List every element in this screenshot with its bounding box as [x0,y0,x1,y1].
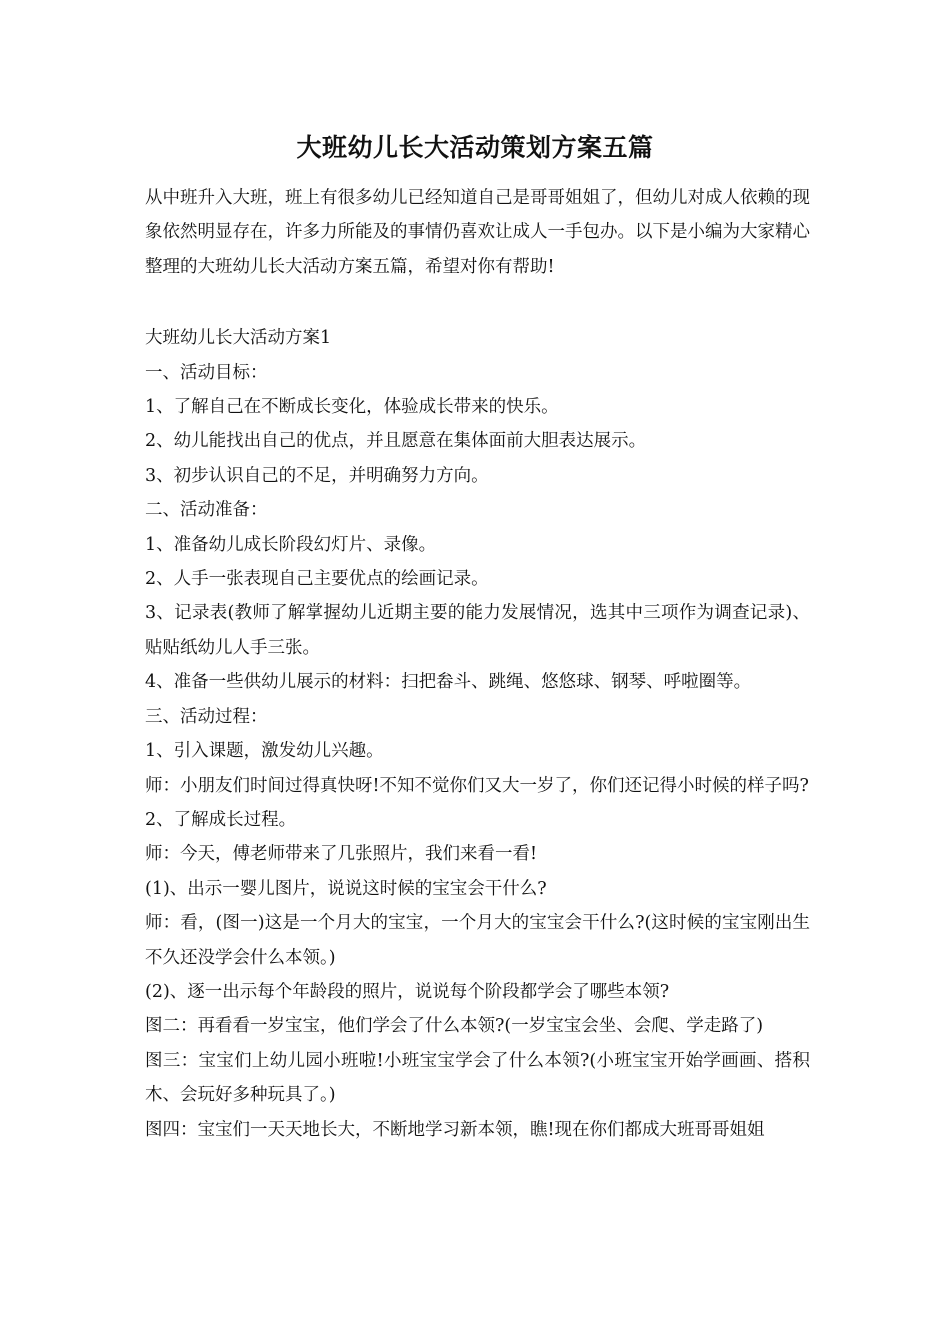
subsection-heading: 一、活动目标： [145,362,268,383]
paragraph: (2)、逐一出示每个年龄段的照片，说说每个阶段都学会了哪些本领? [145,981,670,1002]
paragraph: 图四：宝宝们一天天地长大，不断地学习新本领，瞧!现在你们都成大班哥哥姐姐 [145,1119,765,1140]
paragraph: 1、了解自己在不断成长变化，体验成长带来的快乐。 [145,397,559,418]
paragraph: 4、准备一些供幼儿展示的材料：扫把畚斗、跳绳、悠悠球、钢琴、呼啦圈等。 [145,672,752,693]
paragraph: 1、准备幼儿成长阶段幻灯片、录像。 [145,534,437,555]
paragraph: 1、引入课题，激发幼儿兴趣。 [145,741,384,762]
document-body [145,181,810,1147]
paragraph: 3、初步认识自己的不足，并明确努力方向。 [145,465,489,486]
paragraph: 图三：宝宝们上幼儿园小班啦!小班宝宝学会了什么本领?(小班宝宝开始学画画、搭积木、会玩好多种玩具了。) [145,1050,810,1106]
intro-paragraph: 从中班升入大班，班上有很多幼儿已经知道自己是哥哥姐姐了，但幼儿对成人依赖的现象依然明显存在，许多力所能及的事情仍喜欢让成人一手包办。以下是小编为大家精心整理的大班幼儿长大活动方案五篇，希望对你有帮助! [145,188,810,277]
document-title: 大班幼儿长大活动策划方案五篇 [296,133,654,162]
paragraph: 师：今天，傅老师带来了几张照片，我们来看一看! [145,844,538,865]
paragraph: 师：看，(图一)这是一个月大的宝宝，一个月大的宝宝会干什么?(这时候的宝宝刚出生不久还没学会什么本领。) [145,913,810,968]
subsection-heading: 三、活动过程： [145,706,268,727]
paragraph: 师：小朋友们时间过得真快呀!不知不觉你们又大一岁了，你们还记得小时候的样子吗? [145,775,809,796]
paragraph: 3、记录表(教师了解掌握幼儿近期主要的能力发展情况，选其中三项作为调查记录)、贴贴纸幼儿人手三张。 [145,603,810,658]
paragraph: (1)、出示一婴儿图片，说说这时候的宝宝会干什么? [145,878,547,899]
paragraph: 2、幼儿能找出自己的优点，并且愿意在集体面前大胆表达展示。 [145,431,647,452]
paragraph: 2、了解成长过程。 [145,809,297,830]
paragraph: 2、人手一张表现自己主要优点的绘画记录。 [145,569,489,590]
paragraph: 图二：再看看一岁宝宝，他们学会了什么本领?(一岁宝宝会坐、会爬、学走路了) [145,1016,764,1037]
subsection-heading: 二、活动准备： [145,500,268,521]
section-heading: 大班幼儿长大活动方案1 [145,328,332,349]
